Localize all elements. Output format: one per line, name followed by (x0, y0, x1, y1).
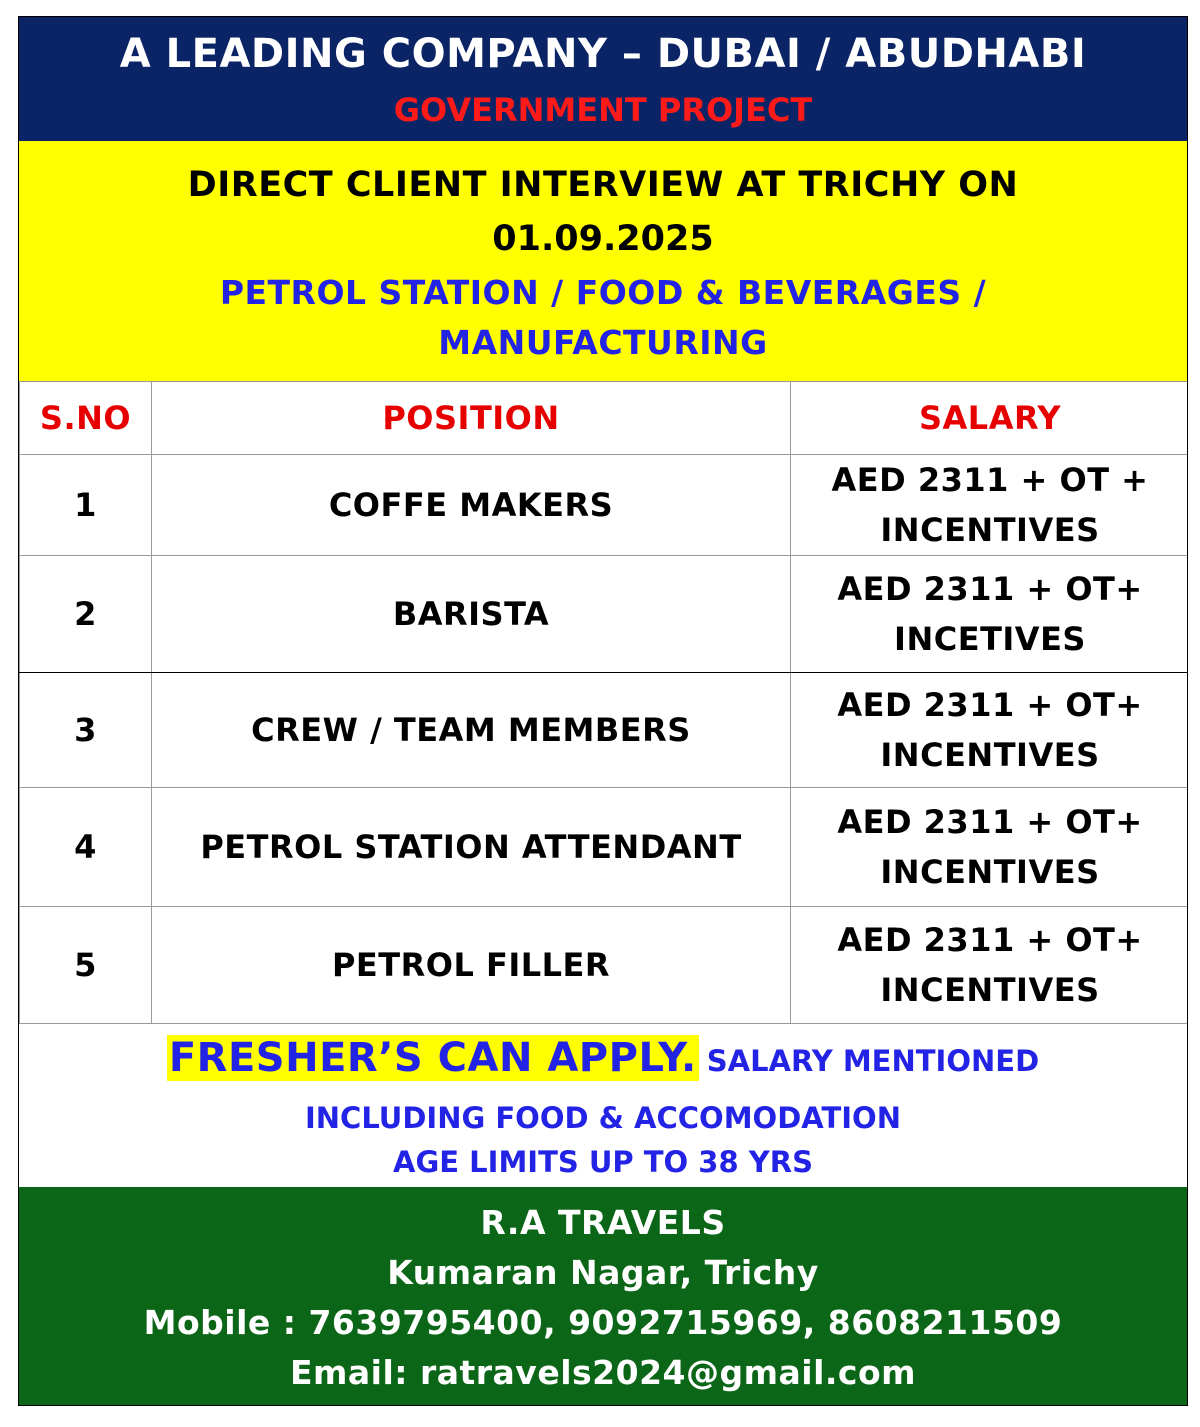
sectors-line-2: MANUFACTURING (438, 323, 768, 362)
row-sno: 2 (20, 556, 152, 673)
interview-heading: DIRECT CLIENT INTERVIEW AT TRICHY ON (187, 165, 1019, 205)
table-header-row (20, 382, 1189, 455)
row-position: COFFE MAKERS (152, 455, 791, 556)
header-sno: S.NO (20, 382, 152, 455)
project-subtitle: GOVERNMENT PROJECT (393, 91, 813, 129)
salary-line-2: INCENTIVES (880, 511, 1100, 549)
header-banner (19, 17, 1187, 141)
table-row (20, 907, 1189, 1024)
notes-section (19, 1023, 1187, 1187)
including-note: INCLUDING FOOD & ACCOMODATION (305, 1101, 901, 1135)
age-limit-note: AGE LIMITS UP TO 38 YRS (393, 1145, 813, 1179)
row-sno: 3 (20, 673, 152, 788)
table-row (20, 556, 1189, 673)
positions-table (19, 381, 1188, 1024)
table-row (20, 455, 1189, 556)
table-row (20, 788, 1189, 907)
row-salary (791, 455, 1189, 556)
salary-line-1: AED 2311 + OT + (831, 461, 1149, 499)
sectors-line-1: PETROL STATION / FOOD & BEVERAGES / (219, 273, 987, 312)
fresher-highlight: FRESHER’S CAN APPLY. (168, 1035, 697, 1081)
row-position: BARISTA (152, 556, 791, 673)
row-salary (791, 673, 1189, 788)
salary-line-1: AED 2311 + OT+ (837, 686, 1143, 724)
row-position: PETROL STATION ATTENDANT (152, 788, 791, 907)
company-title: A LEADING COMPANY – DUBAI / ABUDHABI (119, 31, 1087, 77)
interview-banner (19, 141, 1187, 381)
row-sno: 1 (20, 455, 152, 556)
agency-name: R.A TRAVELS (480, 1203, 726, 1242)
salary-mentioned: SALARY MENTIONED (706, 1044, 1040, 1078)
salary-line-2: INCENTIVES (880, 736, 1100, 774)
row-sno: 5 (20, 907, 152, 1024)
salary-line-2: INCENTIVES (880, 971, 1100, 1009)
row-position: CREW / TEAM MEMBERS (152, 673, 791, 788)
interview-date: 01.09.2025 (492, 219, 714, 259)
agency-email: Email: ratravels2024@gmail.com (289, 1353, 917, 1392)
agency-mobile: Mobile : 7639795400, 9092715969, 8608211509 (143, 1303, 1063, 1342)
contact-footer (19, 1187, 1187, 1406)
fresher-line (19, 1035, 1187, 1081)
agency-address: Kumaran Nagar, Trichy (387, 1253, 819, 1292)
salary-line-2: INCETIVES (894, 620, 1086, 658)
row-salary (791, 788, 1189, 907)
row-salary (791, 556, 1189, 673)
table-row (20, 673, 1189, 788)
row-sno: 4 (20, 788, 152, 907)
salary-line-1: AED 2311 + OT+ (837, 803, 1143, 841)
header-salary: SALARY (791, 382, 1189, 455)
row-salary (791, 907, 1189, 1024)
row-position: PETROL FILLER (152, 907, 791, 1024)
job-poster (18, 16, 1188, 1406)
salary-line-1: AED 2311 + OT+ (837, 570, 1143, 608)
header-position: POSITION (152, 382, 791, 455)
salary-line-2: INCENTIVES (880, 853, 1100, 891)
salary-line-1: AED 2311 + OT+ (837, 921, 1143, 959)
